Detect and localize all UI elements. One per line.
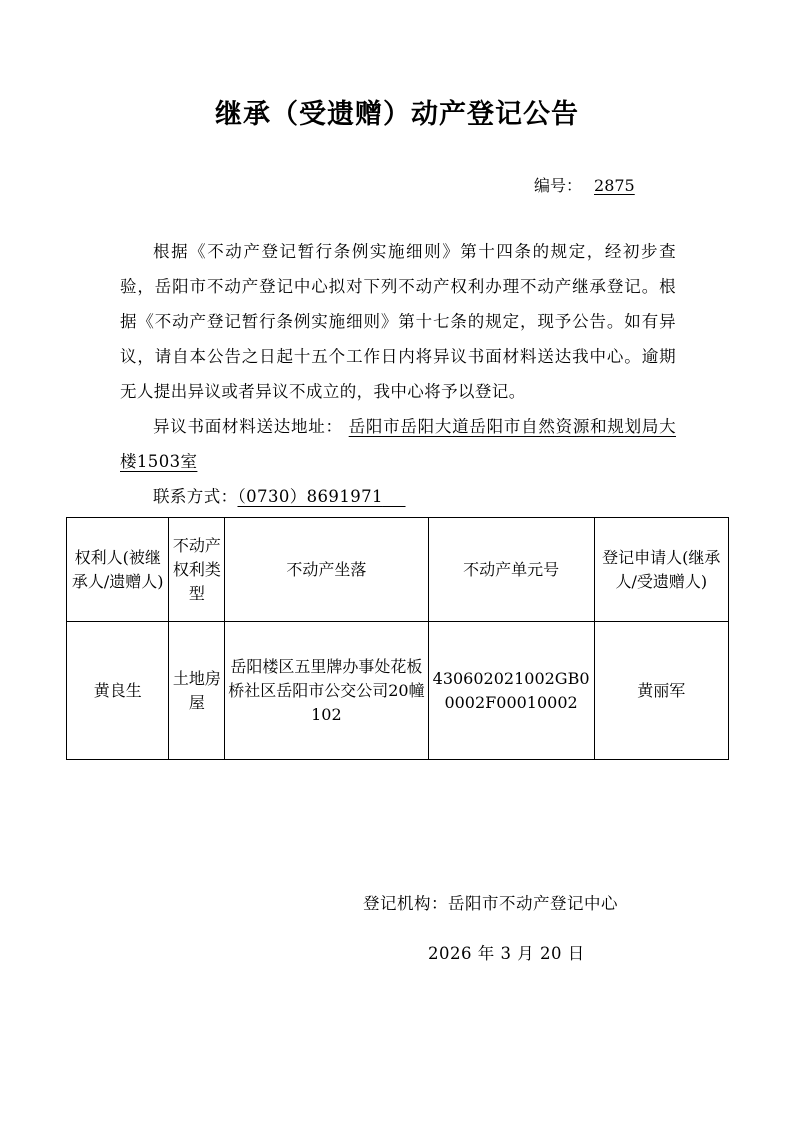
contact-line [120, 479, 676, 514]
org-label: 登记机构： [363, 894, 448, 913]
header-location: 不动产坐落 [225, 518, 428, 622]
table-row [67, 622, 729, 760]
objection-address [120, 409, 676, 479]
serial-number: 2875 [594, 176, 635, 195]
contact-value: （0730）8691971 [237, 487, 383, 506]
header-unit-number: 不动产单元号 [428, 518, 594, 622]
org-value: 岳阳市不动产登记中心 [448, 894, 618, 913]
address-value: 岳阳市岳阳大道岳阳市自然资源和规划局大楼1503室 [120, 417, 676, 471]
notice-paragraph: 根据《不动产登记暂行条例实施细则》第十四条的规定，经初步查验，岳阳市不动产登记中心拟对下列不动产权利办理不动产继承登记。根据《不动产登记暂行条例实施细则》第十七条的规定，现予公告。如有异议，请自本公告之日起十五个工作日内将异议书面材料送达我中心。逾期无人提出异议或者异议不成立的，我中心将予以登记。 [120, 242, 676, 401]
cell-right-holder: 黄良生 [67, 622, 169, 760]
cell-applicant: 黄丽军 [594, 622, 728, 760]
cell-right-type: 土地房屋 [169, 622, 225, 760]
header-applicant: 登记申请人(继承人/受遗赠人) [594, 518, 728, 622]
cell-unit-number: 430602021002GB00002F00010002 [428, 622, 594, 760]
notice-body [120, 234, 676, 514]
table-header-row [67, 518, 729, 622]
registration-authority [363, 890, 618, 914]
registration-table [66, 517, 729, 760]
serial-label: 编号： [534, 176, 583, 195]
page-title: 继承（受遗赠）动产登记公告 [215, 99, 579, 130]
contact-label: 联系方式： [153, 487, 238, 506]
cell-location: 岳阳楼区五里牌办事处花板桥社区岳阳市公交公司20幢102 [225, 622, 428, 760]
header-right-type: 不动产权利类型 [169, 518, 225, 622]
notice-date: 2026 年 3 月 20 日 [428, 944, 585, 963]
address-label: 异议书面材料送达地址： [153, 417, 343, 436]
header-right-holder: 权利人(被继承人/遗赠人) [67, 518, 169, 622]
serial-number-line [534, 173, 635, 196]
